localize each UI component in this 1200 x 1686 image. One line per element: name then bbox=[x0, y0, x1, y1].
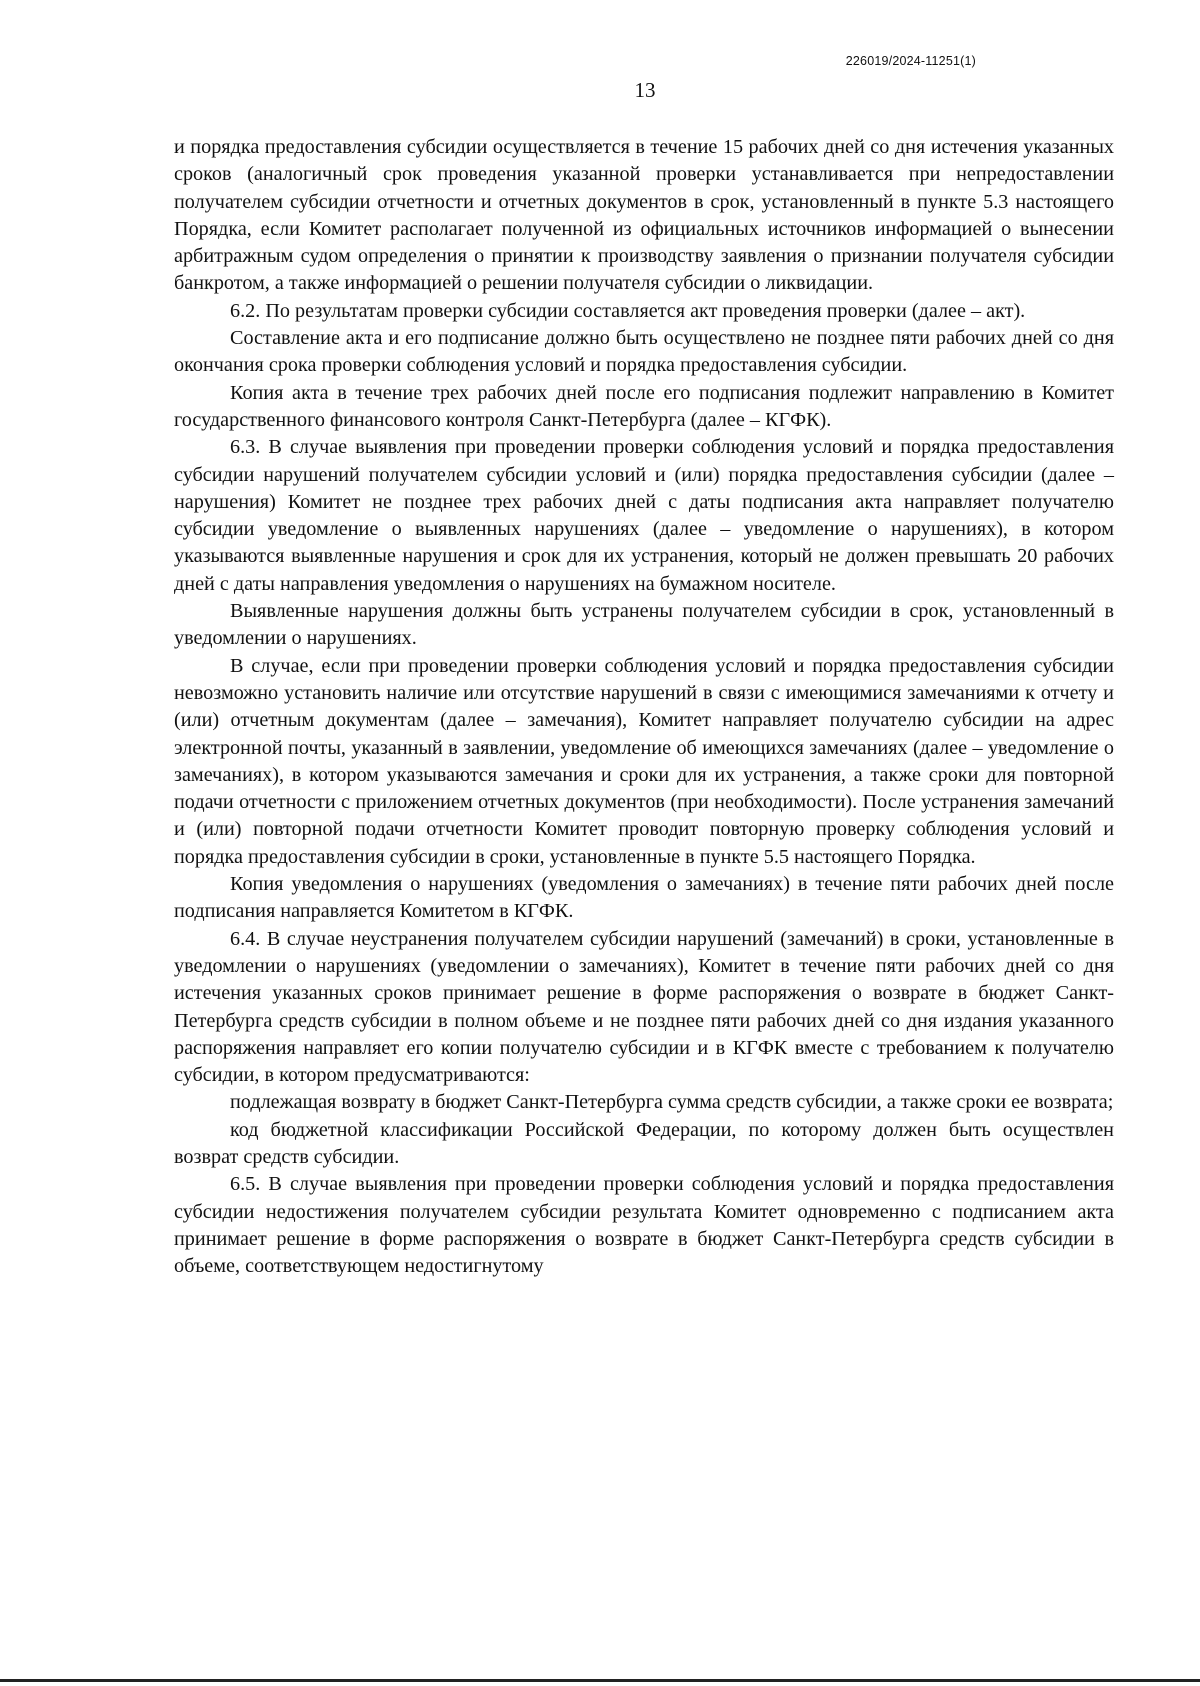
paragraph-6-4: 6.4. В случае неустранения получателем субсидии нарушений (замечаний) в сроки, установленные в уведомлении о нарушениях (уведомлении о замечаниях), Комитет в течение пяти рабочих дней со дня истечения указанных сроков принимает решение в форме распоряжения о возврате в бюджет Санкт-Петербурга средств субсидии в полном объеме и не позднее пяти рабочих дней со дня издания указанного распоряжения направляет его копии получателю субсидии и в КГФК вместе с требованием к получателю субсидии, в котором предусматриваются: bbox=[174, 927, 1114, 1087]
document-id: 226019/2024-11251(1) bbox=[845, 54, 976, 68]
paragraph-act-copy: Копия акта в течение трех рабочих дней после его подписания подлежит направлению в Комитет государственного финансового контроля Санкт-Петербурга (далее – КГФК). bbox=[174, 381, 1114, 431]
page-number: 13 bbox=[634, 78, 656, 102]
paragraph-budget-code: код бюджетной классификации Российской Федерации, по которому должен быть осуществлен возврат средств субсидии. bbox=[174, 1118, 1114, 1168]
paragraph-violations-fix: Выявленные нарушения должны быть устранены получателем субсидии в срок, установленный в уведомлении о нарушениях. bbox=[174, 600, 1114, 650]
paragraph-6-2: 6.2. По результатам проверки субсидии составляется акт проведения проверки (далее – акт). bbox=[230, 299, 1026, 322]
paragraph-continuation: и порядка предоставления субсидии осуществляется в течение 15 рабочих дней со дня истечения указанных сроков (аналогичный срок проведения указанной проверки устанавливается при непредоставлении получателем субсидии отчетности и отчетных документов в срок, установленный в пункте 5.3 настоящего Порядка, если Комитет располагает полученной из официальных источников информацией о вынесении арбитражным судом определения о принятии к производству заявления о признании получателя субсидии банкротом, а также информацией о решении получателя субсидии о ликвидации. bbox=[174, 136, 1114, 295]
paragraph-6-5: 6.5. В случае выявления при проведении проверки соблюдения условий и порядка предоставления субсидии недостижения получателем субсидии результата Комитет одновременно с подписанием акта принимает решение в форме распоряжения о возврате в бюджет Санкт-Петербурга средств субсидии в объеме, соответствующем недостигнутому bbox=[174, 1173, 1114, 1278]
paragraph-remarks: В случае, если при проведении проверки соблюдения условий и порядка предоставления субсидии невозможно установить наличие или отсутствие нарушений в связи с имеющимися замечаниями к отчету и (или) отчетным документам (далее – замечания), Комитет направляет получателю субсидии на адрес электронной почты, указанный в заявлении, уведомление об имеющихся замечаниях (далее – уведомление о замечаниях), в котором указываются замечания и сроки для их устранения, а также сроки для повторной подачи отчетности с приложением отчетных документов (при необходимости). После устранения замечаний и (или) повторной подачи отчетности Комитет проводит повторную проверку соблюдения условий и порядка предоставления субсидии в сроки, установленные в пункте 5.5 настоящего Порядка. bbox=[174, 654, 1114, 868]
paragraph-return-amount: подлежащая возврату в бюджет Санкт-Петербурга сумма средств субсидии, а также сроки ее возврата; bbox=[230, 1091, 1114, 1114]
paragraph-act-signing: Составление акта и его подписание должно быть осуществлено не позднее пяти рабочих дней со дня окончания срока проверки соблюдения условий и порядка предоставления субсидии. bbox=[174, 327, 1114, 377]
bottom-rule bbox=[0, 1679, 1200, 1682]
document-body bbox=[174, 134, 1114, 1280]
paragraph-notice-copy: Копия уведомления о нарушениях (уведомления о замечаниях) в течение пяти рабочих дней после подписания направляется Комитетом в КГФК. bbox=[174, 873, 1114, 923]
paragraph-6-3: 6.3. В случае выявления при проведении проверки соблюдения условий и порядка предоставления субсидии нарушений получателем субсидии условий и (или) порядка предоставления субсидии (далее – нарушения) Комитет не позднее трех рабочих дней с даты подписания акта направляет получателю субсидии уведомление о выявленных нарушениях (далее – уведомление о нарушениях), в котором указываются выявленные нарушения и срок для их устранения, который не должен превышать 20 рабочих дней с даты направления уведомления о нарушениях на бумажном носителе. bbox=[174, 436, 1114, 595]
